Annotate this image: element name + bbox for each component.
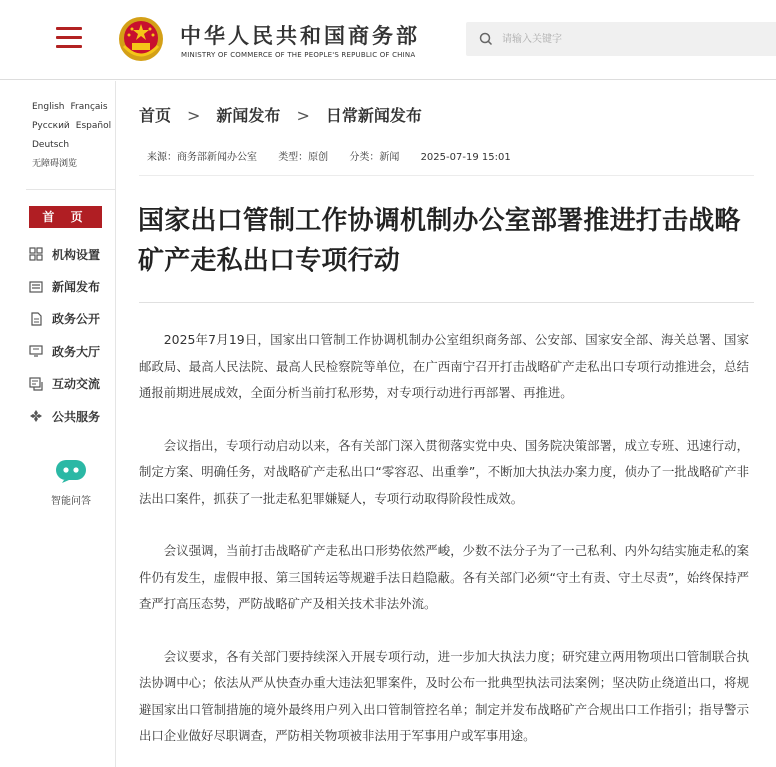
nav-home-button[interactable]: 首 页 <box>29 206 102 228</box>
nav-item-label: 互动交流 <box>52 377 101 392</box>
lang-english-link[interactable]: English <box>32 102 65 112</box>
chevron-right-icon: > <box>187 106 201 125</box>
hamburger-menu-icon[interactable] <box>56 27 82 49</box>
nav-item-label: 政务大厅 <box>52 344 101 359</box>
left-sidebar <box>26 81 116 767</box>
nav-item-label: 新闻发布 <box>52 280 101 295</box>
nav-item-public-service[interactable] <box>29 400 114 432</box>
article-title: 国家出口管制工作协调机制办公室部署推进打击战略矿产走私出口专项行动 <box>138 206 741 276</box>
side-nav <box>29 238 114 432</box>
article-paragraph: 会议要求，各有关部门要持续深入开展专项行动，进一步加大执法力度；研究建立两用物项出口管制联合执法协调中心；依法从严从快查办重大违法犯罪案件，及时公布一批典型执法司法案例；坚决防止绕道出口，将规避国家出口管制措施的境外最终用户列入出口管制管控名单；制定并发布战略矿产合规出口工作指引；指导警示出口企业做好尽职调查，严防相关物项被非法用于军事用户或军事用途。 <box>139 648 749 743</box>
article-paragraph: 会议强调，当前打击战略矿产走私出口形势依然严峻，少数不法分子为了一己私利、内外勾结实施走私的案件仍有发生，虚假申报、第三国转运等规避手法日趋隐蔽。各有关部门必须“守土有责、守土尽责”，始终保持严查严打高压态势，严防战略矿产及相关技术非法外流。 <box>139 543 749 611</box>
nav-item-gov-affairs[interactable] <box>29 303 114 335</box>
divider <box>139 302 754 303</box>
divider <box>139 175 754 176</box>
article-body <box>139 327 749 767</box>
public-service-icon <box>29 409 43 423</box>
meta-date: 2025-07-19 15:01 <box>420 152 511 163</box>
breadcrumb-news-link[interactable]: 新闻发布 <box>216 106 281 125</box>
search-icon[interactable] <box>478 31 494 47</box>
breadcrumb <box>139 103 422 126</box>
accessibility-link[interactable]: 无障碍浏览 <box>32 159 78 169</box>
lang-spanish-link[interactable]: Español <box>75 121 112 131</box>
meta-category: 分类：新闻 <box>349 152 400 163</box>
site-title-cn: 中华人民共和国商务部 <box>180 24 420 48</box>
meta-source: 来源：商务部新闻办公室 <box>147 152 257 163</box>
interaction-icon <box>29 377 43 391</box>
nav-item-label: 公共服务 <box>52 409 101 424</box>
article-paragraph: 会议指出，专项行动启动以来，各有关部门深入贯彻落实党中央、国务院决策部署，成立专班、迅速行动，制定方案、明确任务，对战略矿产走私出口“零容忍、出重拳”，不断加大执法办案力度，侦办了一批战略矿产非法出口案件，抓获了一批走私犯罪嫌疑人，专项行动取得阶段性成效。 <box>139 437 749 506</box>
document-icon <box>29 312 43 326</box>
language-links <box>32 98 116 174</box>
org-structure-icon <box>29 247 43 261</box>
article-paragraph: 2025年7月19日，国家出口管制工作协调机制办公室组织商务部、公安部、国家安全部、海关总署、国家邮政局、最高人民法院、最高人民检察院等单位，在广西南宁召开打击战略矿产走私出口专项行动推进会，总结通报前期进展成效，全面分析当前打私形势，对专项行动进行再部署、再推进。 <box>139 332 749 400</box>
nav-item-org[interactable] <box>29 238 114 270</box>
service-hall-icon <box>29 344 43 358</box>
site-header <box>0 0 776 80</box>
chevron-right-icon: > <box>296 106 310 125</box>
national-emblem-logo[interactable] <box>118 16 164 62</box>
search-input[interactable] <box>502 22 762 56</box>
breadcrumb-home-link[interactable]: 首页 <box>139 106 172 125</box>
lang-russian-link[interactable]: Русский <box>32 121 70 131</box>
site-title-en: MINISTRY OF COMMERCE OF THE PEOPLE'S REPUBLIC OF CHINA <box>181 51 416 59</box>
ai-assistant[interactable] <box>46 458 96 507</box>
lang-german-link[interactable]: Deutsch <box>32 140 70 150</box>
lang-french-link[interactable]: Français <box>70 102 108 112</box>
chat-bot-icon[interactable] <box>54 458 88 484</box>
nav-item-service-hall[interactable] <box>29 335 114 367</box>
nav-item-label: 机构设置 <box>52 247 101 262</box>
search-bar <box>466 22 776 56</box>
article-meta <box>147 148 529 163</box>
nav-item-interaction[interactable] <box>29 368 114 400</box>
news-icon <box>29 280 43 294</box>
breadcrumb-daily-news-link[interactable]: 日常新闻发布 <box>325 106 422 125</box>
ai-assistant-label: 智能问答 <box>51 496 91 507</box>
meta-type: 类型：原创 <box>278 152 329 163</box>
nav-item-label: 政务公开 <box>52 312 101 327</box>
divider <box>26 189 116 190</box>
nav-item-news[interactable] <box>29 270 114 302</box>
